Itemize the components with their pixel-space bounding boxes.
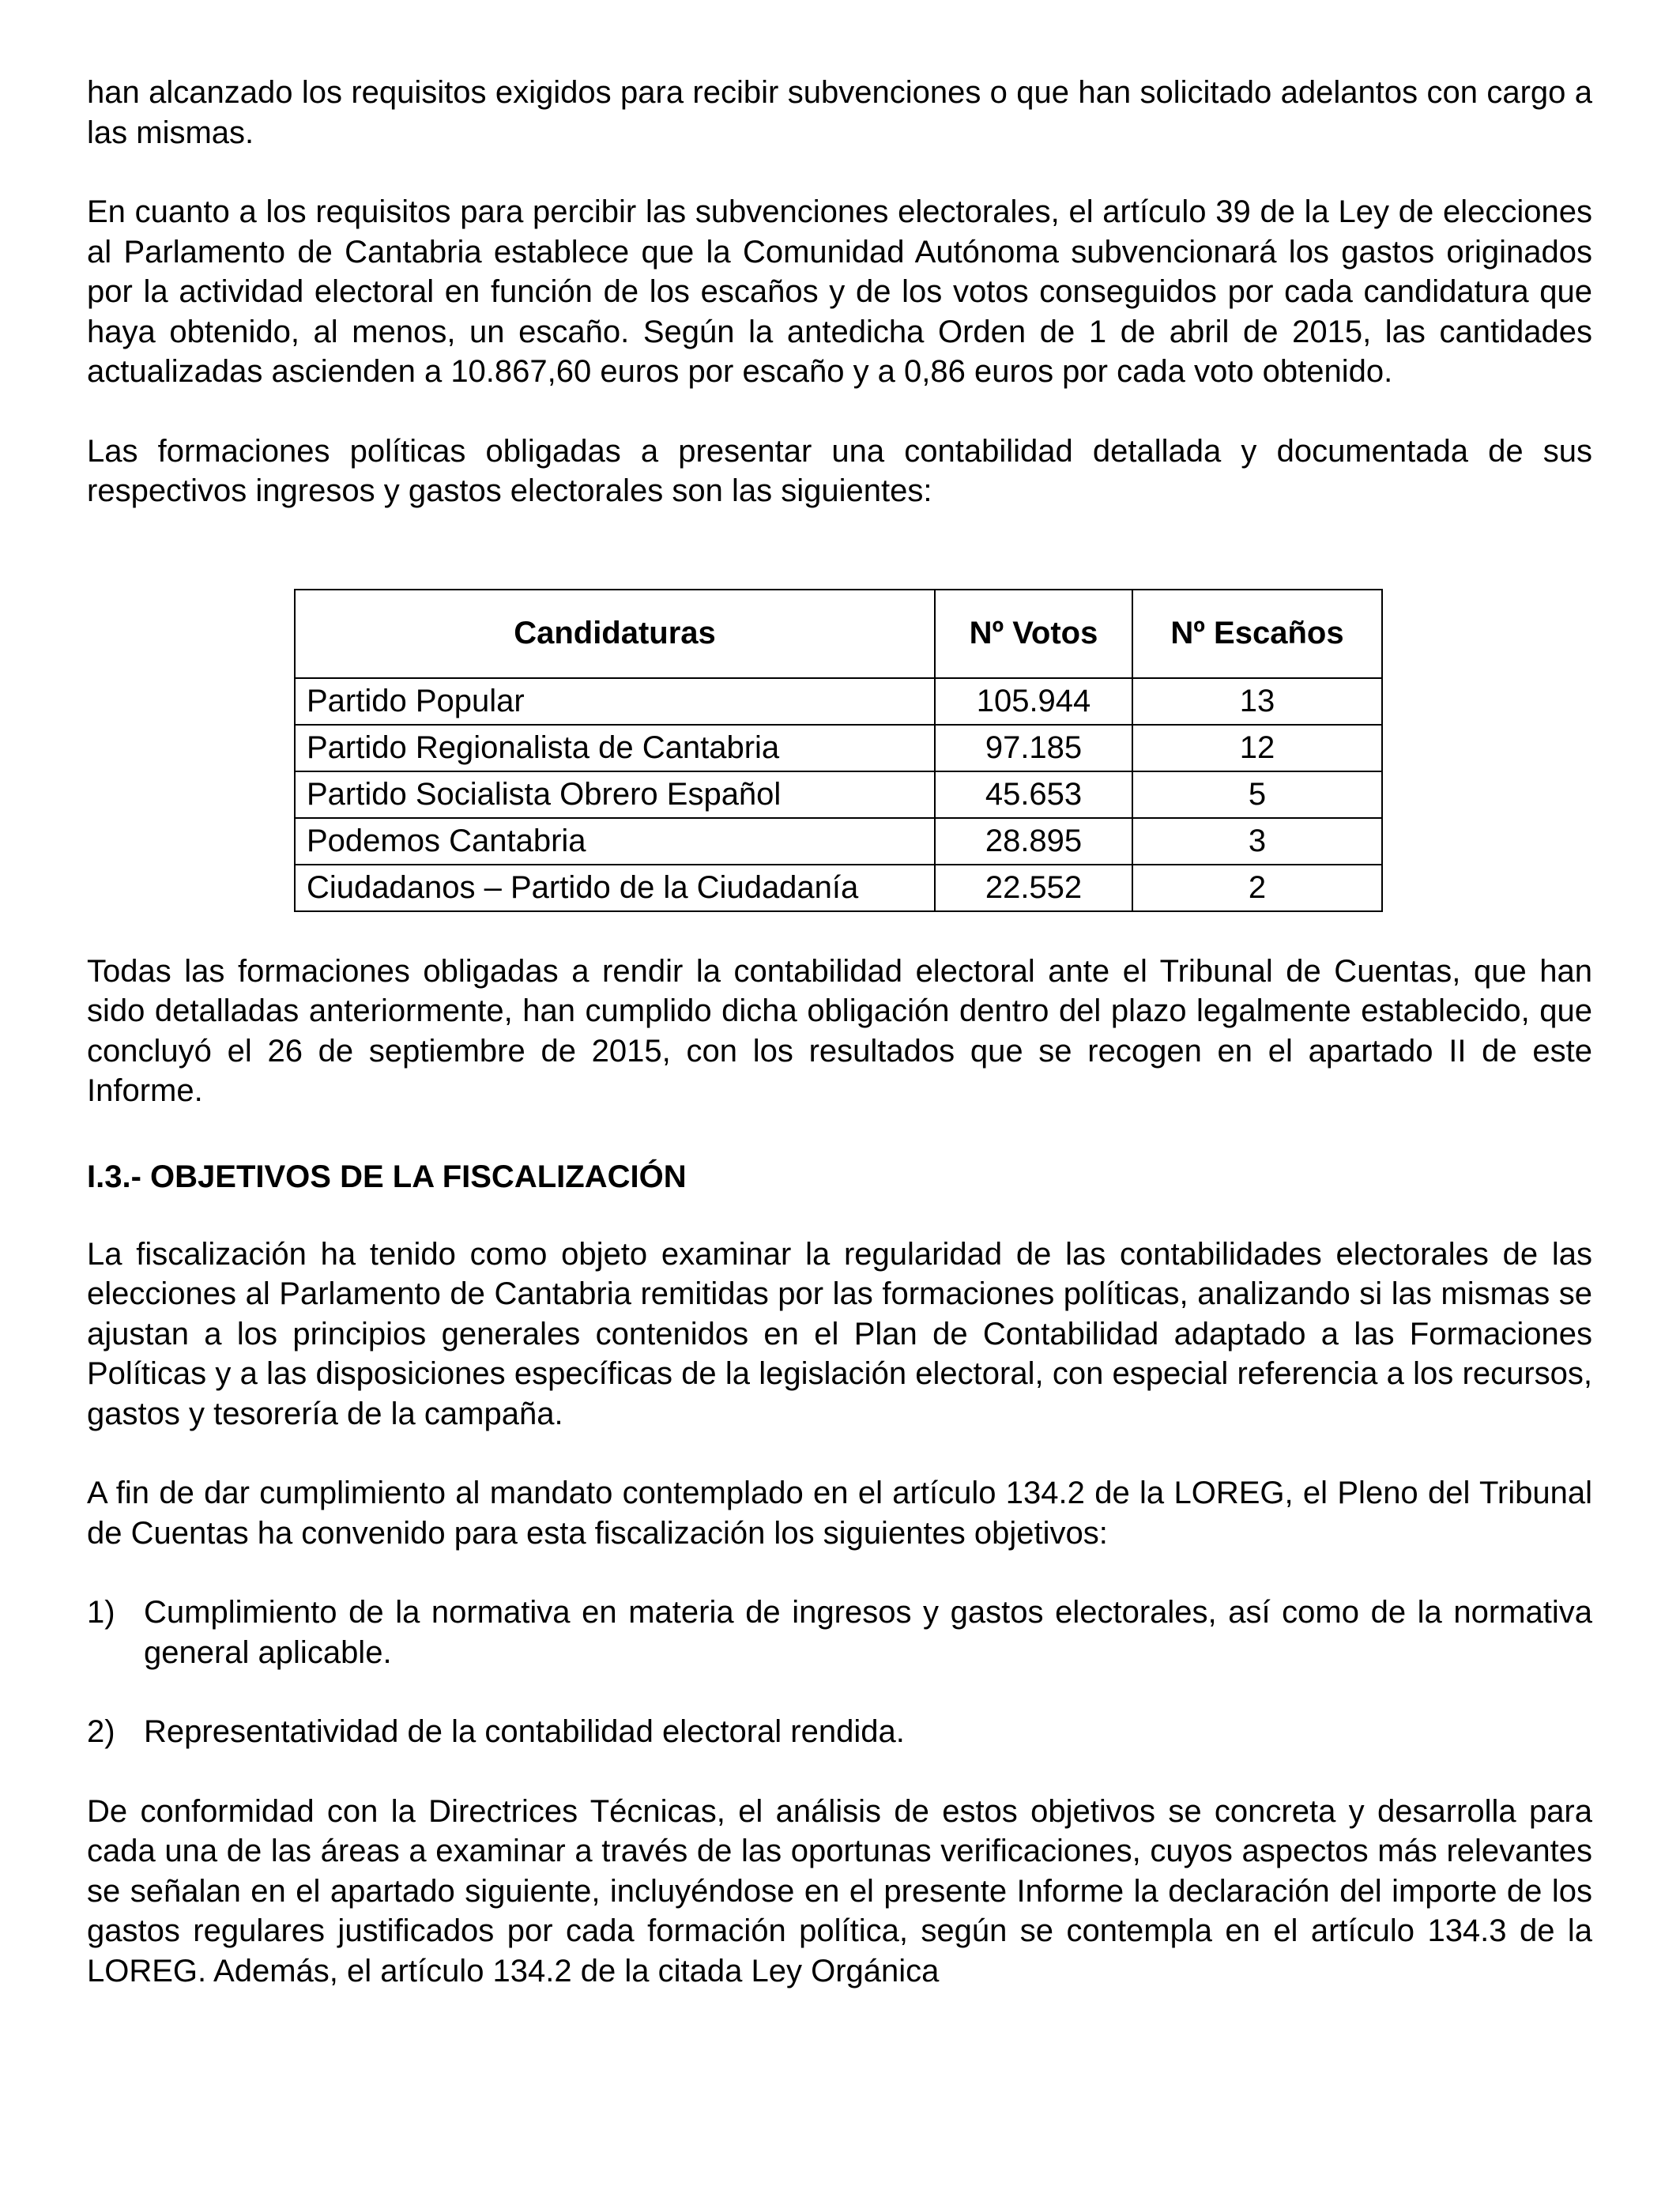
list-item-text: Representatividad de la contabilidad electoral rendida.: [144, 1714, 905, 1749]
seats-cell: 2: [1132, 865, 1382, 911]
votes-cell: 97.185: [935, 725, 1132, 771]
list-item: [87, 1712, 1592, 1752]
paragraph-mandate: A fin de dar cumplimiento al mandato contemplado en el artículo 134.2 de la LOREG, el Pleno del Tribunal de Cuentas ha convenido para esta fiscalización los siguientes objetivos:: [87, 1476, 1592, 1551]
votes-cell: 45.653: [935, 771, 1132, 818]
table-row: [295, 771, 1382, 818]
section-heading: I.3.- OBJETIVOS DE LA FISCALIZACIÓN: [87, 1159, 687, 1194]
paragraph-subsidy-requirements-end: han alcanzado los requisitos exigidos para recibir subvenciones o que han solicitado adelantos con cargo a las mismas.: [87, 75, 1592, 150]
paragraph-obligated-formations: Las formaciones políticas obligadas a presentar una contabilidad detallada y documentada de sus respectivos ingresos y gastos electorales son las siguientes:: [87, 433, 1592, 508]
list-item-number: 2): [87, 1714, 115, 1749]
table-row: [295, 865, 1382, 911]
header-escanos: Nº Escaños: [1132, 590, 1382, 678]
document-page: [87, 73, 1592, 1991]
votes-cell: 22.552: [935, 865, 1132, 911]
list-item-text: Cumplimiento de la normativa en materia de ingresos y gastos electorales, así como de la normativa general aplicable.: [144, 1595, 1592, 1670]
candidatures-table: [294, 589, 1383, 912]
seats-cell: 13: [1132, 678, 1382, 725]
table-row: [295, 678, 1382, 725]
seats-cell: 5: [1132, 771, 1382, 818]
list-item: [87, 1593, 1592, 1672]
table-row: [295, 818, 1382, 865]
header-votos: Nº Votos: [935, 590, 1132, 678]
paragraph-technical-guidelines: De conformidad con la Directrices Técnicas, el análisis de estos objetivos se concreta y desarrolla para cada una de las áreas a examinar a través de las oportunas verificaciones, cuyos aspectos más relevantes se señalan en el apartado siguiente, incluyéndose en el presente Informe la declaración del importe de los gastos regulares justificados por cada formación política, según se contempla en el artículo 134.3 de la LOREG. Además, el artículo 134.2 de la citada Ley Orgánica: [87, 1793, 1592, 1989]
objectives-list: [87, 1593, 1592, 1752]
paragraph-compliance: Todas las formaciones obligadas a rendir la contabilidad electoral ante el Tribunal de Cuentas, que han sido detalladas anteriormente, han cumplido dicha obligación dentro del plazo legalmente establecido, que concluyó el 26 de septiembre de 2015, con los resultados que se recogen en el apartado II de este Informe.: [87, 953, 1592, 1108]
votes-cell: 105.944: [935, 678, 1132, 725]
party-name-cell: Partido Regionalista de Cantabria: [295, 725, 935, 771]
party-name-cell: Podemos Cantabria: [295, 818, 935, 865]
header-candidaturas: Candidaturas: [295, 590, 935, 678]
party-name-cell: Partido Socialista Obrero Español: [295, 771, 935, 818]
paragraph-subsidy-conditions: En cuanto a los requisitos para percibir las subvenciones electorales, el artículo 39 de la Ley de elecciones al Parlamento de Cantabria establece que la Comunidad Autónoma subvencionará los gastos originados por la actividad electoral en función de los escaños y de los votos conseguidos por cada candidatura que haya obtenido, al menos, un escaño. Según la antedicha Orden de 1 de abril de 2015, las cantidades actualizadas ascienden a 10.867,60 euros por escaño y a 0,86 euros por cada voto obtenido.: [87, 194, 1592, 389]
paragraph-audit-object: La fiscalización ha tenido como objeto examinar la regularidad de las contabilidades electorales de las elecciones al Parlamento de Cantabria remitidas por las formaciones políticas, analizando si las mismas se ajustan a los principios generales contenidos en el Plan de Contabilidad adaptado a las Formaciones Políticas y a las disposiciones específicas de la legislación electoral, con especial referencia a los recursos, gastos y tesorería de la campaña.: [87, 1236, 1592, 1431]
party-name-cell: Ciudadanos – Partido de la Ciudadanía: [295, 865, 935, 911]
seats-cell: 3: [1132, 818, 1382, 865]
list-item-number: 1): [87, 1595, 115, 1630]
table-header-row: [295, 590, 1382, 678]
candidatures-table-wrapper: [294, 589, 1592, 912]
seats-cell: 12: [1132, 725, 1382, 771]
party-name-cell: Partido Popular: [295, 678, 935, 725]
table-row: [295, 725, 1382, 771]
votes-cell: 28.895: [935, 818, 1132, 865]
